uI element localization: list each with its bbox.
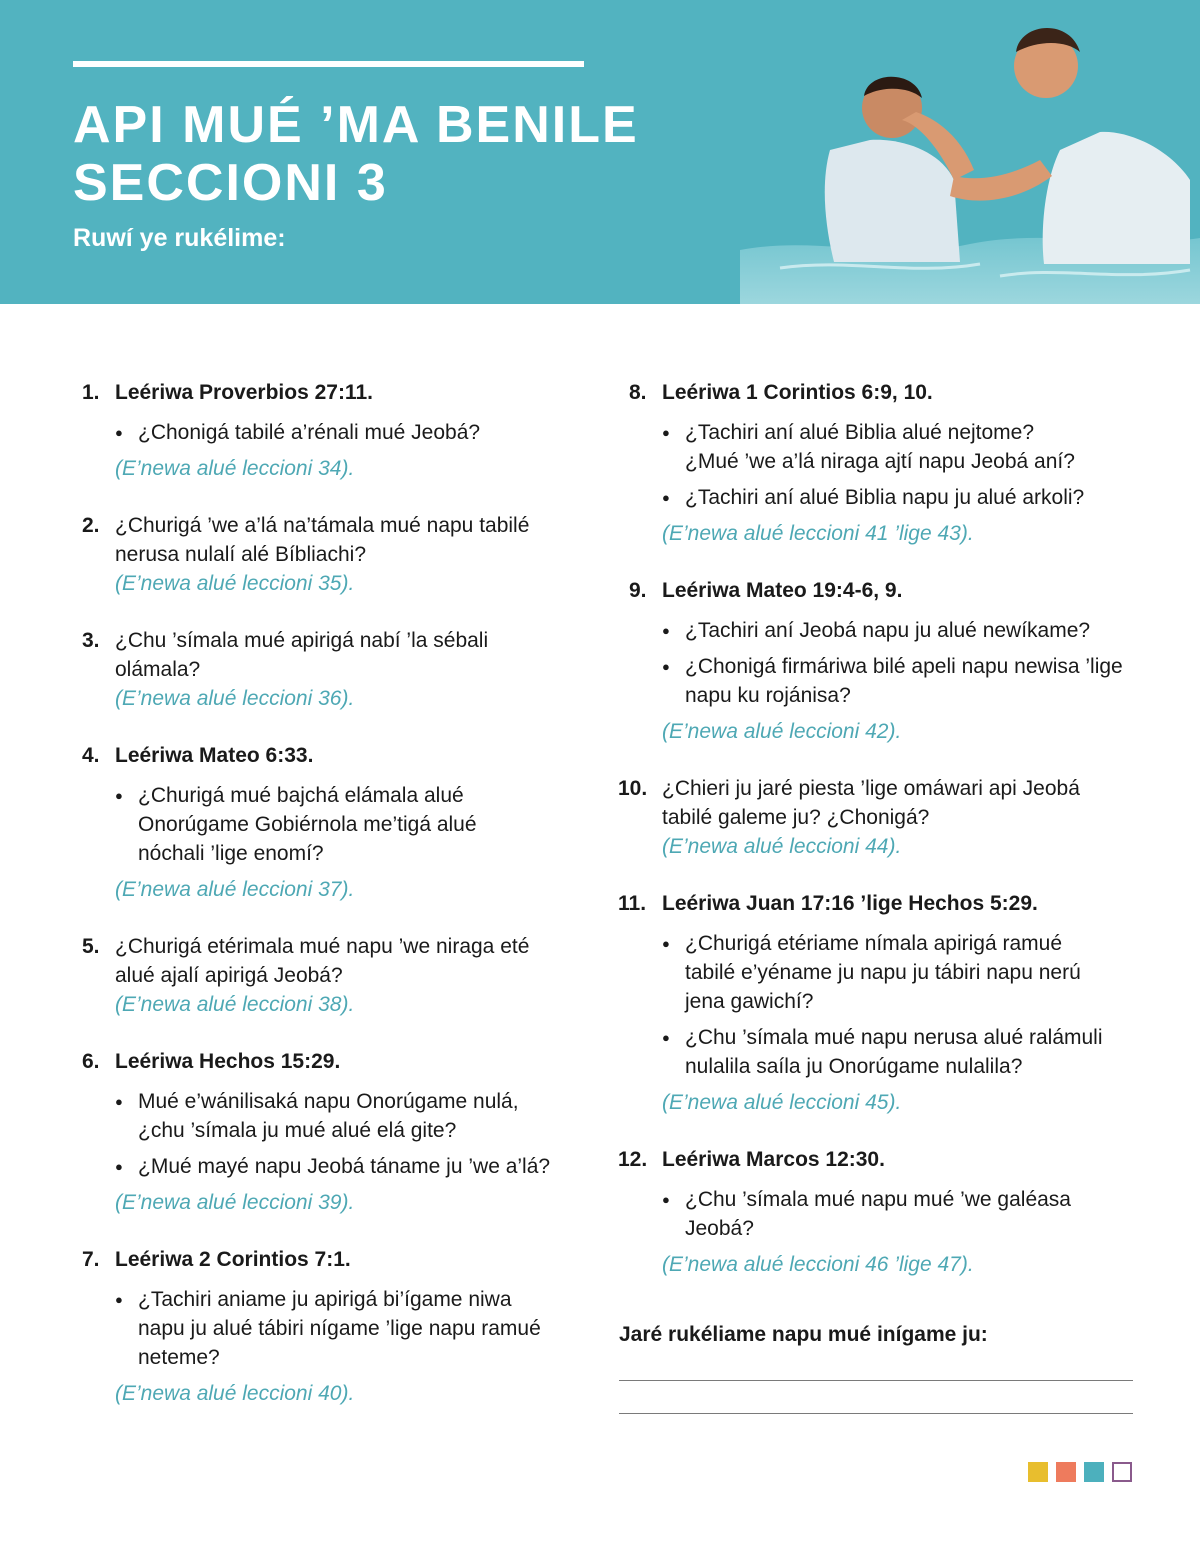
question-9: [618, 576, 1143, 746]
lesson-reference: (E’newa alué leccioni 41 ’lige 43).: [662, 522, 974, 545]
bullet-list: [662, 1185, 1143, 1243]
question-text: ¿Churigá etérimala mué napu ’we niraga eté alué ajalí apirigá Jeobá?: [115, 935, 530, 987]
answer-label: Jaré rukéliame napu mué inígame ju:: [619, 1323, 988, 1346]
question-number: 4.: [82, 744, 100, 767]
question-6: [82, 1047, 592, 1217]
bullet-list: [115, 1285, 592, 1372]
bullet-item: ● Mué e’wánilisaká napu Onorúgame nulá, ¿chu ’símala ju mué alué elá gite?: [115, 1087, 558, 1145]
question-1: [82, 378, 592, 483]
bullet-list: [662, 418, 1143, 512]
question-number: 1.: [82, 381, 100, 404]
question-number: 5.: [82, 935, 100, 958]
question-number: 10.: [618, 777, 648, 800]
lesson-reference: (E’newa alué leccioni 38).: [115, 993, 355, 1016]
bullet-item: ● ¿Churigá mué bajchá elámala alué Onorúgame Gobiérnola me’tigá alué nóchali ’lige enomí?: [115, 781, 528, 868]
question-number: 12.: [618, 1148, 648, 1171]
bullet-item: ● ¿Chonigá tabilé a’rénali mué Jeobá?: [115, 418, 592, 447]
question-8: [618, 378, 1143, 548]
bullet-item: ● ¿Tachiri aní Jeobá napu ju alué newíkame?: [662, 616, 1143, 645]
question-number: 7.: [82, 1248, 100, 1271]
question-7: [82, 1245, 592, 1408]
bullet-list: [115, 781, 592, 868]
question-5: [82, 932, 592, 1019]
bullet-item: ● ¿Tachiri aní alué Biblia napu ju alué arkoli?: [662, 483, 1143, 512]
lesson-reference: (E’newa alué leccioni 42).: [662, 720, 902, 743]
bullet-item: ● ¿Chu ’símala mué napu nerusa alué ralámuli nulalila saíla ju Onorúgame nulalila?: [662, 1023, 1143, 1081]
page-subtitle: Ruwí ye rukélime:: [73, 224, 286, 252]
header-rule: [73, 61, 584, 67]
square-yellow: [1028, 1462, 1048, 1482]
lesson-reference: (E’newa alué leccioni 39).: [115, 1191, 355, 1214]
question-12: [618, 1145, 1143, 1279]
question-heading: Leériwa 2 Corintios 7:1.: [115, 1248, 351, 1271]
questions-right-column: [618, 378, 1143, 1279]
answer-line-2[interactable]: [619, 1413, 1133, 1414]
header-banner: [0, 0, 1200, 304]
lesson-reference: (E’newa alué leccioni 37).: [115, 878, 355, 901]
question-text: ¿Churigá ’we a’lá na’támala mué napu tabilé nerusa nulalí alé Bíbliachi?: [115, 514, 530, 566]
lesson-reference: (E’newa alué leccioni 34).: [115, 457, 355, 480]
title-line-1: API MUÉ ’MA BENILE: [73, 96, 639, 154]
bullet-item: ● ¿Tachiri aní alué Biblia alué nejtome? ¿Mué ’we a’lá niraga ajtí napu Jeobá aní?: [662, 418, 1085, 476]
question-heading: Leériwa Marcos 12:30.: [662, 1148, 885, 1171]
lesson-reference: (E’newa alué leccioni 40).: [115, 1382, 355, 1405]
question-text: ¿Chu ’símala mué apirigá nabí ’la sébali olámala?: [115, 629, 489, 681]
page-title: [73, 96, 639, 212]
lesson-reference: (E’newa alué leccioni 36).: [115, 687, 355, 710]
question-2: [82, 511, 592, 598]
bullet-list: [662, 616, 1143, 710]
lesson-reference: (E’newa alué leccioni 45).: [662, 1091, 902, 1114]
questions-left-column: [82, 378, 592, 1408]
question-number: 2.: [82, 514, 100, 537]
question-4: [82, 741, 592, 904]
bullet-item: ● ¿Chu ’símala mué napu mué ’we galéasa Jeobá?: [662, 1185, 1105, 1243]
bullet-list: [662, 929, 1143, 1081]
question-number: 8.: [629, 381, 647, 404]
question-heading: Leériwa Hechos 15:29.: [115, 1050, 341, 1073]
question-11: [618, 889, 1143, 1117]
bullet-item: ● ¿Tachiri aniame ju apirigá bi’ígame niwa napu ju alué tábiri nígame ’lige napu ramué neteme?: [115, 1285, 558, 1372]
square-teal: [1084, 1462, 1104, 1482]
square-outline: [1112, 1462, 1132, 1482]
question-text: ¿Chieri ju jaré piesta ’lige omáwari api Jeobá tabilé galeme ju? ¿Chonigá?: [662, 777, 1080, 829]
question-heading: Leériwa Proverbios 27:11.: [115, 381, 373, 404]
lesson-reference: (E’newa alué leccioni 46 ’lige 47).: [662, 1253, 974, 1276]
question-heading: Leériwa Juan 17:16 ’lige Hechos 5:29.: [662, 892, 1038, 915]
question-heading: Leériwa Mateo 6:33.: [115, 744, 314, 767]
bullet-list: [115, 418, 592, 447]
question-3: [82, 626, 592, 713]
question-heading: Leériwa Mateo 19:4-6, 9.: [662, 579, 903, 602]
baptism-illustration: [740, 0, 1200, 304]
question-number: 9.: [629, 579, 647, 602]
question-number: 11.: [618, 892, 647, 915]
answer-line-1[interactable]: [619, 1380, 1133, 1381]
question-heading: Leériwa 1 Corintios 6:9, 10.: [662, 381, 933, 404]
bullet-item: ● ¿Churigá etériame nímala apirigá ramué tabilé e’yéname ju napu ju tábiri napu nerú jena gawichí?: [662, 929, 1105, 1016]
question-number: 6.: [82, 1050, 100, 1073]
lesson-reference: (E’newa alué leccioni 44).: [662, 835, 902, 858]
question-10: [618, 774, 1143, 861]
title-line-2: SECCIONI 3: [73, 154, 388, 212]
question-number: 3.: [82, 629, 100, 652]
square-orange: [1056, 1462, 1076, 1482]
lesson-reference: (E’newa alué leccioni 35).: [115, 572, 355, 595]
bullet-list: [115, 1087, 592, 1181]
bullet-item: ● ¿Chonigá firmáriwa bilé apeli napu newisa ’lige napu ku rojánisa?: [662, 652, 1125, 710]
bullet-item: ● ¿Mué mayé napu Jeobá tánamе ju ’we a’lá?: [115, 1152, 592, 1181]
